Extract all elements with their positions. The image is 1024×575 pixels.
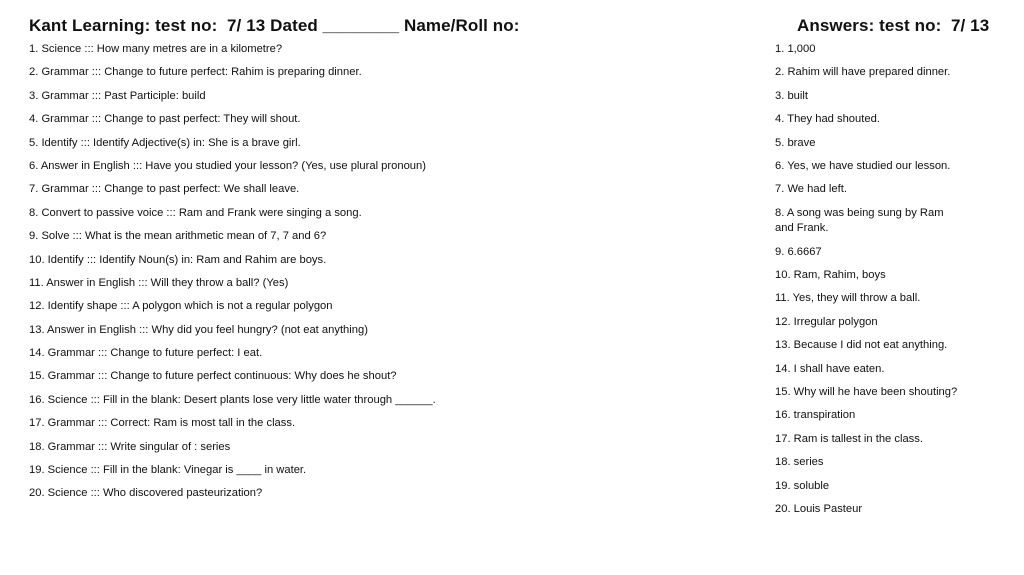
answer-item: 10. Ram, Rahim, boys <box>775 269 886 282</box>
question-item: 7. Grammar ::: Change to past perfect: We shall leave. <box>29 183 300 196</box>
answers-title: Answers: test no: 7/ 13 <box>797 16 990 35</box>
question-item: 14. Grammar ::: Change to future perfect: I eat. <box>29 347 263 360</box>
answer-item: 3. built <box>775 89 808 102</box>
answer-item: 12. Irregular polygon <box>775 315 878 328</box>
question-item: 20. Science ::: Who discovered pasteurization? <box>29 487 263 500</box>
question-item: 5. Identify ::: Identify Adjective(s) in: She is a brave girl. <box>29 136 301 149</box>
question-item: 15. Grammar ::: Change to future perfect continuous: Why does he shout? <box>29 370 397 383</box>
answer-item: 16. transpiration <box>775 409 856 422</box>
answer-item: 9. 6.6667 <box>775 245 822 258</box>
answer-item: 18. series <box>775 456 824 469</box>
answer-item: 7. We had left. <box>775 183 847 196</box>
question-item: 11. Answer in English ::: Will they throw a ball? (Yes) <box>29 276 289 289</box>
question-item: 17. Grammar ::: Correct: Ram is most tall in the class. <box>29 417 296 430</box>
question-item: 18. Grammar ::: Write singular of : series <box>29 440 231 453</box>
answer-item: 11. Yes, they will throw a ball. <box>775 292 921 305</box>
answer-item: 15. Why will he have been shouting? <box>775 385 958 398</box>
answer-item: 5. brave <box>775 136 816 149</box>
question-item: 4. Grammar ::: Change to past perfect: They will shout. <box>29 113 301 126</box>
question-item: 2. Grammar ::: Change to future perfect: Rahim is preparing dinner. <box>29 66 362 79</box>
question-item: 6. Answer in English ::: Have you studied your lesson? (Yes, use plural pronoun) <box>29 159 426 172</box>
question-item: 16. Science ::: Fill in the blank: Desert plants lose very little water through ______. <box>29 393 436 406</box>
answer-item: 8. A song was being sung by Ram and Frank. <box>775 206 944 235</box>
question-item: 3. Grammar ::: Past Participle: build <box>29 89 206 102</box>
question-item: 13. Answer in English ::: Why did you feel hungry? (not eat anything) <box>29 323 368 336</box>
answer-item: 17. Ram is tallest in the class. <box>775 432 923 445</box>
answer-item: 2. Rahim will have prepared dinner. <box>775 66 951 79</box>
answer-item: 6. Yes, we have studied our lesson. <box>775 159 951 172</box>
answer-item: 13. Because I did not eat anything. <box>775 339 948 352</box>
question-item: 1. Science ::: How many metres are in a kilometre? <box>29 43 283 55</box>
answer-item: 19. soluble <box>775 479 830 492</box>
answer-item: 1. 1,000 <box>775 43 816 55</box>
question-list <box>29 42 749 510</box>
answer-item: 14. I shall have eaten. <box>775 362 885 375</box>
question-item: 8. Convert to passive voice ::: Ram and Frank were singing a song. <box>29 206 362 219</box>
answer-list <box>775 42 965 525</box>
answer-item: 4. They had shouted. <box>775 113 880 126</box>
test-title: Kant Learning: test no: 7/ 13 Dated ________ Name/Roll no: <box>29 16 520 35</box>
question-item: 12. Identify shape ::: A polygon which is not a regular polygon <box>29 300 333 313</box>
question-item: 10. Identify ::: Identify Noun(s) in: Ram and Rahim are boys. <box>29 253 327 266</box>
answer-item: 20. Louis Pasteur <box>775 502 863 515</box>
question-item: 19. Science ::: Fill in the blank: Vinegar is ____ in water. <box>29 464 307 477</box>
question-item: 9. Solve ::: What is the mean arithmetic mean of 7, 7 and 6? <box>29 230 327 243</box>
